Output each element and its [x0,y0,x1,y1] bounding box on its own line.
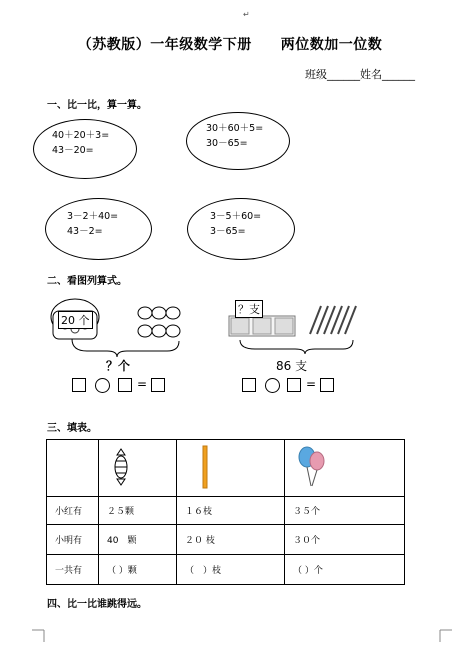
table-cell[interactable]: （ ）颗 [99,555,177,585]
oval-4-line2: 3－65= [210,226,246,237]
fill-table [46,439,405,585]
class-name-line: 班级______姓名______ [305,68,415,81]
table-cell: ３０个 [285,525,405,555]
answer-box[interactable] [72,378,86,392]
pencil-case-icon [229,316,295,336]
right-total: 86 支 [276,359,308,373]
section-1-heading: 一、比一比，算一算。 [47,100,147,111]
answer-box[interactable] [242,378,256,392]
pencil-icon [185,442,225,492]
oval-3-line2: 43－2= [67,226,103,237]
section-3-heading: 三、填表。 [47,423,97,434]
plates-icon [138,307,180,337]
section-4-heading: 四、比一比谁跳得远。 [47,599,147,610]
right-label-box: ？支 [235,300,263,318]
oval-1-line1: 40＋20＋3= [52,130,110,141]
row-label: 小明有 [47,525,99,555]
candy-icon [107,447,137,487]
table-header-candy [99,440,177,497]
left-label-box: 20 个 [58,311,93,329]
pencil-bundle-icon [310,306,356,334]
left-question: ？个 [106,359,131,373]
row-label: 一共有 [47,555,99,585]
page-corner-mark [30,626,46,642]
table-cell: ３５个 [285,497,405,525]
equals-sign: = [306,377,317,391]
page-title: （苏教版）一年级数学下册 两位数加一位数 [77,37,383,53]
answer-box[interactable] [287,378,301,392]
basket-and-plates-illustration [47,295,187,365]
table-cell[interactable]: （ ）个 [285,555,405,585]
row-label: 小红有 [47,497,99,525]
operator-circle[interactable] [95,378,110,393]
answer-box[interactable] [118,378,132,392]
oval-2-line1: 30＋60＋5= [206,123,264,134]
table-cell: 40 颗 [99,525,177,555]
table-cell[interactable]: （ ）枝 [177,555,285,585]
table-cell: ２５颗 [99,497,177,525]
table-header-pencil [177,440,285,497]
answer-box[interactable] [320,378,334,392]
answer-box[interactable] [151,378,165,392]
table-header-blank [47,440,99,497]
oval-4-line1: 3－5＋60= [210,211,262,222]
equals-sign: = [137,377,148,391]
oval-2-line2: 30－65= [206,138,248,149]
table-cell: １６枝 [177,497,285,525]
page-corner-mark [438,626,454,642]
oval-1-line2: 43－20= [52,145,94,156]
table-header-balloon [285,440,405,497]
table-cell: ２０ 枝 [177,525,285,555]
balloon-icon [293,442,333,492]
operator-circle[interactable] [265,378,280,393]
section-2-heading: 二、看图列算式。 [47,276,127,287]
oval-3-line1: 3－2＋40= [67,211,119,222]
paragraph-mark: ↵ [243,10,250,19]
